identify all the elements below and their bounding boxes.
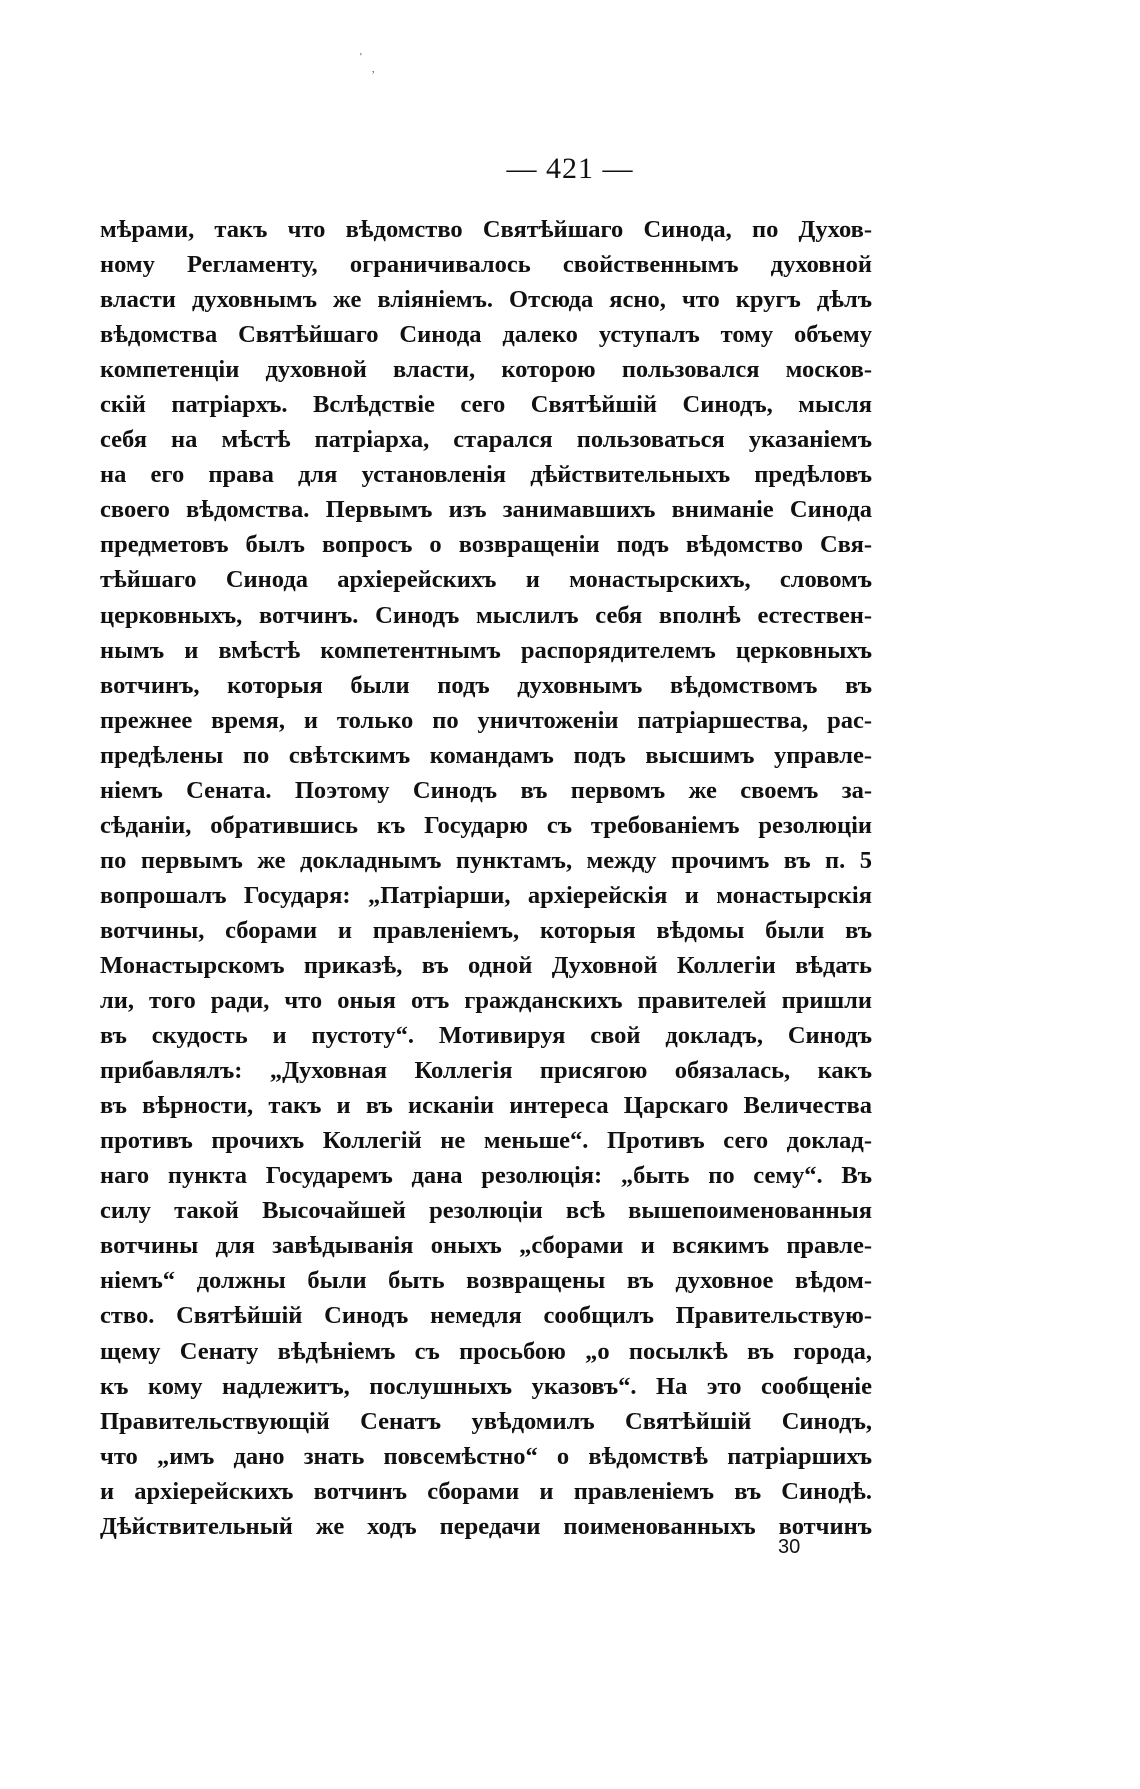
text-line: вотчины, сборами и правленіемъ, которыя вѣдомы были въ [100,916,872,944]
text-line: въ вѣрности, такъ и въ исканіи интереса Царскаго Величества [100,1092,872,1120]
text-line: компетенціи духовной власти, которою пользовался москов- [100,356,872,384]
text-line: вопрошалъ Государя: „Патріарши, архіерейскія и монастырскія [100,881,872,909]
text-line: вѣдомства Святѣйшаго Синода далеко уступалъ тому объему [100,321,872,349]
text-line: ли, того ради, что оныя отъ гражданскихъ правителей пришли [100,987,872,1015]
text-line: по первымъ же докладнымъ пунктамъ, между прочимъ въ п. 5 [100,846,872,874]
text-line: предѣлены по свѣтскимъ командамъ подъ высшимъ управле- [100,741,872,769]
text-line: Дѣйствительный же ходъ передачи поименованныхъ вотчинъ [100,1512,872,1540]
text-line: щему Сенату вѣдѣніемъ съ просьбою „о посылкѣ въ города, [100,1337,872,1365]
scan-speck: , [372,64,375,75]
text-line: церковныхъ, вотчинъ. Синодъ мыслилъ себя вполнѣ естествен- [100,601,872,629]
text-line: предметовъ былъ вопросъ о возвращеніи подъ вѣдомство Свя- [100,531,872,559]
body-text [100,212,872,1544]
text-line: ному Регламенту, ограничивалось свойственнымъ духовной [100,251,872,279]
text-line: своего вѣдомства. Первымъ изъ занимавшихъ вниманіе Синода [100,496,872,524]
text-line: прибавлялъ: „Духовная Коллегія присягою обязалась, какъ [100,1057,872,1085]
text-line: что „имъ дано знать повсемѣстно“ о вѣдомствѣ патріаршихъ [100,1442,872,1470]
text-line: Монастырскомъ приказѣ, въ одной Духовной Коллегіи вѣдать [100,951,872,979]
text-line: скій патріархъ. Вслѣдствіе сего Святѣйшій Синодъ, мысля [100,391,872,419]
text-line: Правительствующій Сенатъ увѣдомилъ Святѣйшій Синодъ, [100,1407,872,1435]
text-line: прежнее время, и только по уничтоженіи патріаршества, рас- [100,706,872,734]
text-line: на его права для установленія дѣйствительныхъ предѣловъ [100,461,872,489]
text-line: ніемъ“ должны были быть возвращены въ духовное вѣдом- [100,1267,872,1295]
text-line: сѣданіи, обратившись къ Государю съ требованіемъ резолюціи [100,811,872,839]
text-line: и архіерейскихъ вотчинъ сборами и правленіемъ въ Синодѣ. [100,1477,872,1505]
text-line: въ скудость и пустоту“. Мотивируя свой докладъ, Синодъ [100,1022,872,1050]
text-line: наго пункта Государемъ дана резолюція: „быть по сему“. Въ [100,1162,872,1190]
page-number: — 421 — [506,152,634,185]
printer-signature-mark: 30 [778,1536,801,1558]
text-line: вотчинъ, которыя были подъ духовнымъ вѣдомствомъ въ [100,671,872,699]
text-line: власти духовнымъ же вліяніемъ. Отсюда ясно, что кругъ дѣлъ [100,286,872,314]
text-line: ство. Святѣйшій Синодъ немедля сообщилъ Правительствую- [100,1302,872,1330]
text-line: противъ прочихъ Коллегій не меньше“. Противъ сего доклад- [100,1127,872,1155]
text-line: къ кому надлежитъ, послушныхъ указовъ“. На это сообщеніе [100,1372,872,1400]
scan-speck: ' [360,52,362,63]
text-line: мѣрами, такъ что вѣдомство Святѣйшаго Синода, по Духов- [100,216,872,243]
text-line: вотчины для завѣдыванія оныхъ „сборами и всякимъ правле- [100,1232,872,1260]
text-line: тѣйшаго Синода архіерейскихъ и монастырскихъ, словомъ [100,566,872,594]
text-line: себя на мѣстѣ патріарха, старался пользоваться указаніемъ [100,426,872,454]
text-line: силу такой Высочайшей резолюціи всѣ вышепоименованныя [100,1197,872,1225]
text-line: ніемъ Сената. Поэтому Синодъ въ первомъ же своемъ за- [100,776,872,804]
text-line: нымъ и вмѣстѣ компетентнымъ распорядителемъ церковныхъ [100,636,872,664]
